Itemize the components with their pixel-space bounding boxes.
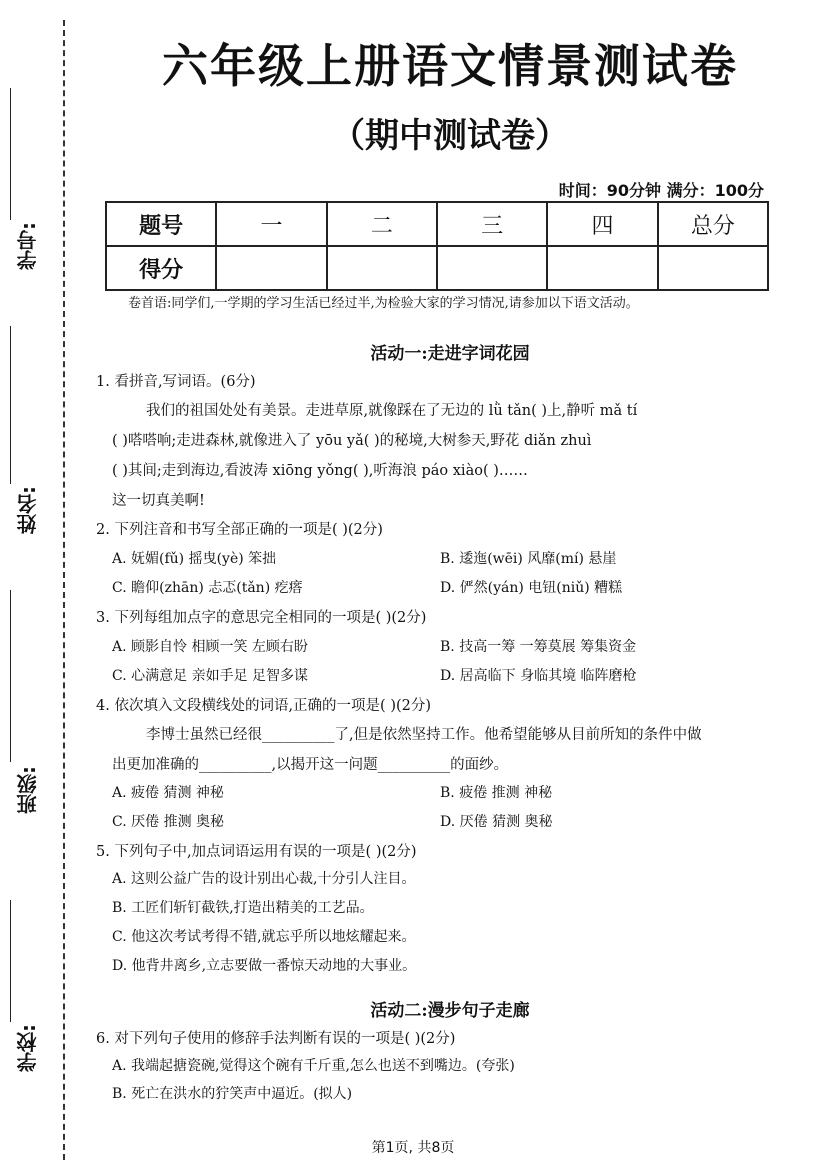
score-cell[interactable] (437, 246, 547, 290)
question-1-line: ( )嗒嗒响;走进森林,就像进入了 yōu yǎ( )的秘境,大树参天,野花 diǎn zhuì (112, 433, 592, 449)
score-row-label: 得分 (106, 246, 216, 290)
question-6-title: 6. 对下列句子使用的修辞手法判断有误的一项是( )(2分) (96, 1031, 456, 1047)
score-cell[interactable] (658, 246, 768, 290)
name-label: 姓名: (16, 486, 40, 534)
class-field-line[interactable] (10, 590, 11, 762)
score-header-cell: 一 (216, 202, 326, 246)
option-d: D. 居高临下 身临其境 临阵磨枪 (440, 668, 637, 684)
id-field-line[interactable] (10, 88, 11, 220)
question-3-title: 3. 下列每组加点字的意思完全相同的一项是( )(2分) (96, 610, 427, 626)
question-1-line: ( )其间;走到海边,看波涛 xiōng yǒng( ),听海浪 páo xiào( )…… (112, 463, 528, 479)
preface: 卷首语:同学们,一学期的学习生活已经过半,为检验大家的学习情况,请参加以下语文活动。 (128, 296, 639, 311)
option-b: B. 技高一筹 一筹莫展 筹集资金 (440, 639, 637, 655)
score-header-cell: 三 (437, 202, 547, 246)
option-c: C. 瞻仰(zhān) 忐忑(tǎn) 疙瘩 (112, 580, 303, 596)
id-label: 学号: (16, 222, 40, 270)
score-header-cell: 总分 (658, 202, 768, 246)
question-2-title: 2. 下列注音和书写全部正确的一项是( )(2分) (96, 522, 383, 538)
option-c: C. 心满意足 亲如手足 足智多谋 (112, 668, 309, 684)
option-b: B. 死亡在洪水的狞笑声中逼近。(拟人) (112, 1086, 353, 1102)
option-a: A. 我端起搪瓷碗,觉得这个碗有千斤重,怎么也送不到嘴边。(夸张) (112, 1058, 515, 1074)
page-subtitle: （期中测试卷） (331, 116, 569, 156)
cut-line (63, 20, 65, 1160)
option-b: B. 疲倦 推测 神秘 (440, 785, 553, 801)
question-4-passage: 出更加准确的__________,以揭开这一问题__________的面纱。 (112, 757, 509, 773)
page-title: 六年级上册语文情景测试卷 (162, 39, 738, 93)
option-c: C. 他这次考试考得不错,就忘乎所以地炫耀起来。 (112, 929, 416, 945)
option-a: A. 妩媚(fǔ) 摇曳(yè) 笨拙 (112, 551, 277, 567)
score-cell[interactable] (327, 246, 437, 290)
question-1-title: 1. 看拼音,写词语。(6分) (96, 374, 256, 390)
score-table (105, 201, 769, 291)
section-heading-2: 活动二:漫步句子走廊 (370, 1001, 530, 1021)
score-table-header-row (106, 202, 768, 246)
score-header-cell: 二 (327, 202, 437, 246)
score-header-cell: 四 (547, 202, 657, 246)
option-d: D. 厌倦 猜测 奥秘 (440, 814, 553, 830)
option-a: A. 这则公益广告的设计别出心裁,十分引人注目。 (112, 871, 416, 887)
class-label: 班级: (16, 766, 40, 814)
question-1-line: 这一切真美啊! (112, 493, 205, 509)
score-table-score-row (106, 246, 768, 290)
school-label: 学校: (16, 1024, 40, 1072)
option-b: B. 逶迤(wēi) 风靡(mí) 悬崖 (440, 551, 617, 567)
option-b: B. 工匠们斩钉截铁,打造出精美的工艺品。 (112, 900, 374, 916)
section-heading-1: 活动一:走进字词花园 (370, 344, 530, 364)
school-field-line[interactable] (10, 900, 11, 1022)
binding-strip (0, 0, 70, 1168)
option-d: D. 俨然(yán) 电钮(niǔ) 糟糕 (440, 580, 623, 596)
question-1-line: 我们的祖国处处有美景。走进草原,就像踩在了无边的 lǜ tǎn( )上,静听 mǎ tí (146, 403, 638, 419)
question-4-passage: 李博士虽然已经很__________了,但是依然坚持工作。他希望能够从目前所知的条件中做 (146, 727, 702, 743)
option-d: D. 他背井离乡,立志要做一番惊天动地的大事业。 (112, 958, 417, 974)
name-field-line[interactable] (10, 326, 11, 484)
option-c: C. 厌倦 推测 奥秘 (112, 814, 225, 830)
score-header-cell: 题号 (106, 202, 216, 246)
option-a: A. 顾影自怜 相顾一笑 左顾右盼 (112, 639, 308, 655)
time-info: 时间：90分钟 满分：100分 (558, 181, 764, 200)
question-5-title: 5. 下列句子中,加点词语运用有误的一项是( )(2分) (96, 844, 417, 860)
question-4-title: 4. 依次填入文段横线处的词语,正确的一项是( )(2分) (96, 698, 432, 714)
page-number: 第1页, 共8页 (371, 1140, 455, 1156)
score-cell[interactable] (547, 246, 657, 290)
option-a: A. 疲倦 猜测 神秘 (112, 785, 224, 801)
score-cell[interactable] (216, 246, 326, 290)
